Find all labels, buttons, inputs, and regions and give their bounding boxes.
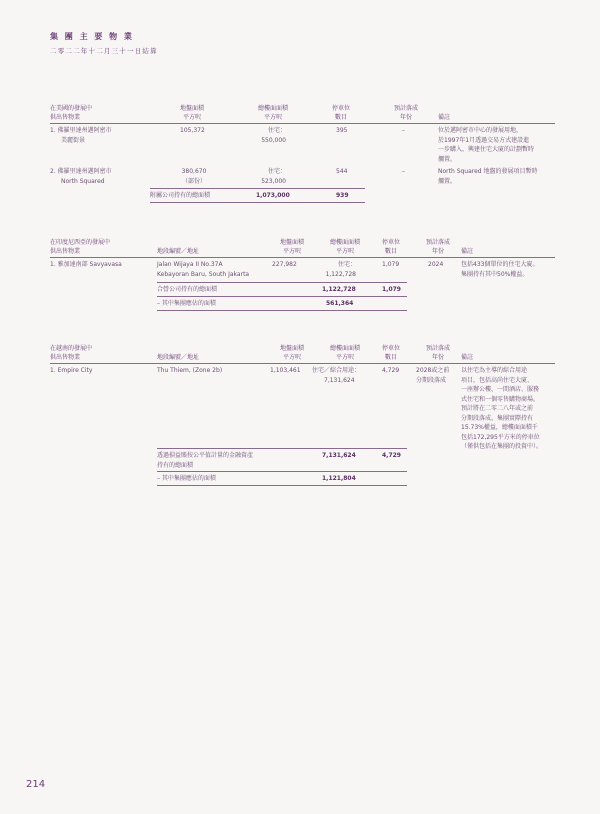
header-parking-unit: 數目 bbox=[384, 354, 397, 361]
share-label: – 其中集團應佔的面積 bbox=[157, 475, 216, 482]
remarks-value bbox=[438, 126, 534, 164]
header-site-area bbox=[270, 344, 314, 362]
site-area-value: 227,982 bbox=[272, 261, 297, 268]
gfa-use: 住宅： bbox=[337, 261, 356, 268]
gfa-value bbox=[244, 167, 286, 186]
header-site-area-unit: 平方呎 bbox=[182, 114, 201, 121]
total-rule-bottom bbox=[150, 202, 365, 203]
share-label: – 其中集團應佔的面積 bbox=[157, 300, 216, 307]
total-label: 合營公司持有的總面積 bbox=[157, 286, 218, 293]
remark-line: 預計將在二零二八年或之前 bbox=[461, 405, 534, 412]
completion-value: – bbox=[402, 168, 405, 175]
remark-line: 集團持有其中50%權益。 bbox=[461, 270, 529, 278]
total-gfa: 7,131,624 bbox=[322, 452, 356, 459]
header-completion-unit: 年份 bbox=[431, 354, 444, 361]
section-heading-line2: 供出售物業 bbox=[50, 114, 81, 121]
site-area-value bbox=[176, 167, 212, 186]
header-parking-label: 停車位 bbox=[381, 239, 400, 246]
header-site-area bbox=[270, 238, 314, 256]
header-remarks: 備註 bbox=[461, 354, 474, 361]
header-parking bbox=[376, 344, 406, 362]
section-heading-line1: 在越南的發展中 bbox=[50, 345, 93, 352]
property-name-line2: North Squared bbox=[61, 177, 105, 185]
header-gfa-label: 總樓面面積 bbox=[329, 239, 360, 246]
header-remarks: 備註 bbox=[438, 114, 451, 121]
remark-line: 包括433個單位的住宅大廈。 bbox=[461, 261, 539, 268]
gfa-value bbox=[312, 366, 374, 385]
total-gfa: 1,122,728 bbox=[322, 286, 356, 293]
remark-line: 一座辦公樓、一間酒店、服務 bbox=[461, 386, 540, 393]
section-heading bbox=[50, 104, 92, 122]
section-heading-line1: 在印度尼西亞的發展中 bbox=[50, 239, 111, 246]
header-site-area-label: 地盤面積 bbox=[179, 105, 204, 112]
property-name-line2: 美麗街景 bbox=[61, 136, 86, 144]
page-number: 214 bbox=[26, 779, 46, 790]
remark-line: 一步購入，興建住宅大廈的計劃暫時 bbox=[438, 146, 535, 153]
gfa-use: 住宅： bbox=[267, 127, 286, 134]
remark-line: 擱置。 bbox=[438, 177, 457, 185]
gfa-value bbox=[244, 126, 286, 145]
section-heading bbox=[50, 238, 110, 256]
header-gfa bbox=[320, 344, 370, 362]
header-rule bbox=[50, 257, 555, 258]
header-rule bbox=[50, 123, 555, 124]
header-parking bbox=[326, 104, 356, 122]
header-gfa bbox=[248, 104, 298, 122]
section-heading bbox=[50, 344, 92, 362]
total-rule-top bbox=[150, 188, 365, 189]
header-site-area bbox=[170, 104, 214, 122]
section-heading-line2: 供出售物業 bbox=[50, 248, 81, 255]
header-completion-unit: 年份 bbox=[399, 114, 412, 121]
header-gfa-unit: 平方呎 bbox=[335, 354, 354, 361]
gfa-amount: 7,131,624 bbox=[324, 376, 355, 384]
page-title: 集 團 主 要 物 業 bbox=[50, 32, 134, 41]
property-name-line1: 2. 佛羅里達州邁阿密市 bbox=[50, 168, 112, 175]
total-rule-top bbox=[157, 282, 407, 283]
property-name bbox=[50, 167, 112, 186]
completion-line1: 2028或之前 bbox=[416, 367, 450, 374]
lot-address-line1: Jalan Wijaya II No.37A bbox=[157, 261, 223, 268]
gfa-use: 住宅／綜合用途： bbox=[312, 367, 361, 374]
parking-value: 395 bbox=[336, 127, 348, 134]
total-parking: 1,079 bbox=[382, 286, 401, 293]
header-gfa-label: 總樓面面積 bbox=[257, 105, 288, 112]
remark-line: 式住宅和一個零售購物商場。 bbox=[461, 395, 540, 403]
completion-value: 2024 bbox=[428, 261, 444, 268]
header-lot-address: 地段編號／地址 bbox=[157, 354, 200, 361]
parking-value: 4,729 bbox=[382, 367, 400, 374]
share-gfa: 561,364 bbox=[326, 300, 354, 307]
total-parking: 4,729 bbox=[382, 452, 401, 459]
page-subtitle: 二零二二年十二月三十一日結算 bbox=[50, 47, 158, 55]
header-site-area-label: 地盤面積 bbox=[279, 345, 304, 352]
header-completion-label: 預計落成 bbox=[425, 345, 450, 352]
property-name bbox=[50, 126, 112, 145]
share-gfa: 1,121,804 bbox=[322, 475, 356, 482]
header-site-area-unit: 平方呎 bbox=[282, 354, 301, 361]
property-name: 1. 雅加達南部 Savyavasa bbox=[50, 261, 122, 268]
remark-line: 於1997年1月透過交易方式建設進 bbox=[438, 136, 530, 144]
remark-line: 項目，包括高尚住宅大廈、 bbox=[461, 376, 534, 384]
lot-address: Thu Thiem, (Zone 2b) bbox=[157, 367, 223, 374]
header-rule bbox=[50, 363, 555, 364]
remarks-value bbox=[461, 260, 538, 279]
total-label: 附屬公司持有的總面積 bbox=[150, 192, 211, 199]
parking-value: 544 bbox=[336, 168, 348, 175]
property-name: 1. Empire City bbox=[50, 367, 93, 374]
header-lot-address: 地段編號／地址 bbox=[157, 248, 200, 255]
remark-line: 15.73%權益，總樓面面積千 bbox=[461, 424, 538, 431]
section-heading-line2: 供出售物業 bbox=[50, 354, 81, 361]
header-gfa bbox=[320, 238, 370, 256]
header-completion bbox=[386, 104, 426, 122]
total-rule-bottom bbox=[157, 485, 407, 486]
lot-address-line2: Kebayoran Baru, South Jakarta bbox=[157, 270, 250, 278]
header-completion-label: 預計落成 bbox=[425, 239, 450, 246]
total-label-line2: 持有的總面積 bbox=[157, 461, 194, 469]
site-area-value: 1,103,461 bbox=[270, 367, 301, 374]
total-rule-bottom bbox=[157, 310, 407, 311]
total-rule-mid bbox=[157, 296, 407, 297]
header-completion bbox=[418, 238, 458, 256]
header-completion-label: 預計落成 bbox=[393, 105, 418, 112]
gfa-amount: 523,000 bbox=[261, 177, 286, 185]
remarks-value bbox=[438, 167, 538, 186]
header-parking-unit: 數目 bbox=[334, 114, 347, 121]
completion-value bbox=[416, 366, 449, 385]
site-area-value: 105,372 bbox=[180, 127, 205, 134]
header-site-area-label: 地盤面積 bbox=[279, 239, 304, 246]
site-area-note: （部份） bbox=[181, 177, 206, 185]
header-gfa-unit: 平方呎 bbox=[335, 248, 354, 255]
property-name-line1: 1. 佛羅里達州邁阿密市 bbox=[50, 127, 112, 134]
header-completion-unit: 年份 bbox=[431, 248, 444, 255]
header-gfa-label: 總樓面面積 bbox=[329, 345, 360, 352]
remarks-value bbox=[461, 366, 542, 452]
header-gfa-unit: 平方呎 bbox=[263, 114, 282, 121]
parking-value: 1,079 bbox=[382, 261, 400, 268]
section-heading-line1: 在美國的發展中 bbox=[50, 105, 93, 112]
site-area-amount: 380,670 bbox=[181, 168, 207, 175]
gfa-amount: 1,122,728 bbox=[325, 270, 356, 278]
header-parking-label: 停車位 bbox=[381, 345, 400, 352]
completion-line2: 分期段落成 bbox=[416, 376, 447, 384]
total-label bbox=[157, 451, 253, 470]
lot-address bbox=[157, 260, 249, 279]
completion-value: – bbox=[402, 127, 405, 134]
header-parking-label: 停車位 bbox=[331, 105, 350, 112]
remark-line: 擱置。 bbox=[438, 155, 457, 163]
gfa-use: 住宅： bbox=[267, 168, 286, 175]
remark-line: （僅供包括在集團的投資中）。 bbox=[461, 443, 543, 450]
header-site-area-unit: 平方呎 bbox=[282, 248, 301, 255]
total-gfa: 1,073,000 bbox=[256, 192, 290, 199]
remark-line: 分期段落成。集團實際持有 bbox=[461, 414, 534, 422]
header-completion bbox=[418, 344, 458, 362]
header-parking bbox=[376, 238, 406, 256]
total-parking: 939 bbox=[336, 192, 349, 199]
remark-line: 包括172,295平方米的停車位 bbox=[461, 433, 540, 441]
remark-line: 以住宅為主導的綜合用途 bbox=[461, 367, 528, 374]
gfa-amount: 550,000 bbox=[261, 136, 286, 144]
total-label-line1: 透過損益賬按公平值計量的金融資產 bbox=[157, 452, 254, 459]
header-parking-unit: 數目 bbox=[384, 248, 397, 255]
total-rule-mid bbox=[157, 471, 407, 472]
total-rule-top bbox=[157, 448, 407, 449]
remark-line: 位於邁阿密市中心的發展用地， bbox=[438, 127, 523, 134]
header-remarks: 備註 bbox=[461, 248, 474, 255]
gfa-value bbox=[312, 260, 356, 279]
remark-line: North Squared 地盤的發展項目暫時 bbox=[438, 168, 538, 175]
